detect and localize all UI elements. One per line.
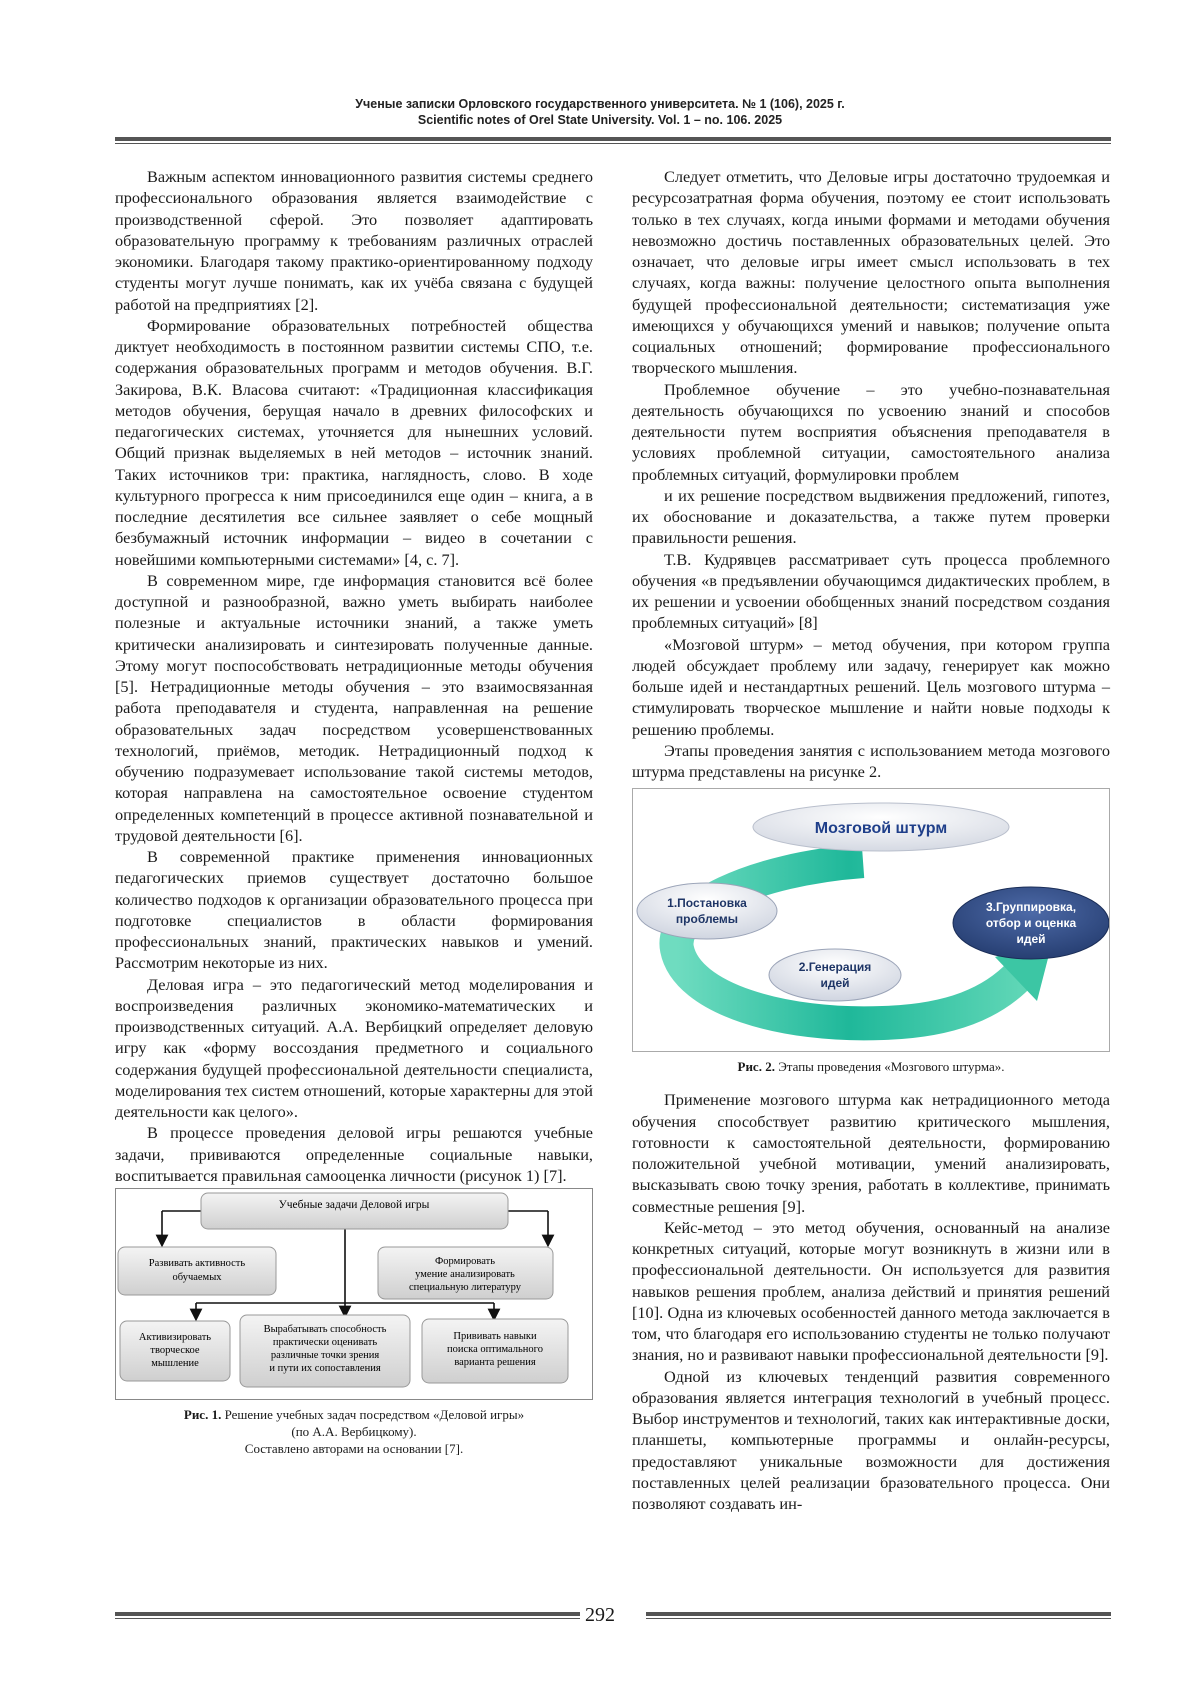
figure-1-mid-left-box — [118, 1247, 276, 1295]
figure-2-diagram — [633, 789, 1109, 1051]
figure-1-mid-right-box — [378, 1247, 553, 1299]
figure-2-title-node — [753, 803, 1009, 851]
figure-1-bottom-center-box — [240, 1315, 410, 1387]
figure-2-stage-1 — [637, 883, 777, 939]
paragraph: В современной практике применения инновационных педагогических приемов существует достаточно большое количество подходов к организации образовательного процесса при подготовке специалистов в области формирования профессиональных знаний, практических навыков и умений. Рассмотрим некоторые из них. — [115, 847, 593, 973]
figure-2-stage-2-line: 2.Генерация — [798, 960, 872, 975]
figure-2-stage-1-line: проблемы — [675, 912, 739, 927]
figure-2-stage-3-line: отбор и оценка — [985, 916, 1077, 931]
paragraph: В современном мире, где информация становится всё более доступной и разнообразной, важно уметь выбирать наиболее полезные и актуальные источники знаний, а также уметь критически анализировать и синтезировать полученные данные. Этому могут поспособствовать нетрадиционные методы обучения [5]. Нетрадиционные методы обучения – это взаимосвязанная работа преподавателя и студента, направленная на решение образовательных задач посредством усовершенствованных технологий, приёмов, методик. Нетрадиционный подход к обучению подразумевает использование такой системы методов, которая направлена на самостоятельное освоение студентом определенных компетенций в процессе активной познавательной и трудовой деятельности [6]. — [115, 570, 593, 845]
paragraph: Одной из ключевых тенденций развития современного образования является интеграция технологий в учебный процесс. Выбор инструментов и технологий, таких как интерактивные доски, планшеты, компьютерные программы и онлайн-ресурсы, предоставляют уникальные возможности для достижения поставленных целей реализации бразовательного процесса. Они позволяют создавать ин- — [632, 1366, 1110, 1513]
paragraph: Важным аспектом инновационного развития системы среднего профессионального образования является взаимодействие с производственной сферой. Это позволяет адаптировать образовательную программу к требованиям различных отраслей экономики. Благодаря такому практико-ориентированному подходу студенты могут лучше понимать, как их учёба связана с будущей работой на предприятиях [2]. — [115, 167, 593, 314]
paragraph: Следует отметить, что Деловые игры достаточно трудоемкая и ресурсозатратная форма обучения, поэтому ее стоит использовать только в тех случаях, когда иными формами и методами обучения невозможно достичь поставленных образовательных целей. Это означает, что деловые игры имеет смысл использовать в тех случаях, когда важны: получение целостного опыта выполнения будущей профессиональной деятельности; систематизация уже имеющихся у обучающихся умений и навыков; получение опыта социальных отношений; формирование профессионального творческого мышления. — [632, 167, 1110, 378]
header-line-ru: Ученые записки Орловского государственного университета. № 1 (106), 2025 г. — [355, 97, 845, 111]
figure-1-bottom-right-line: Прививать навыки — [453, 1331, 537, 1342]
header-line-en: Scientific notes of Orel State University. Vol. 1 – no. 106. 2025 — [417, 113, 783, 127]
figure-2 — [632, 788, 1110, 1075]
figure-2-stage-1-line: 1.Постановка — [667, 896, 747, 911]
figure-1-caption — [115, 1406, 593, 1457]
figure-1-caption-text: Решение учебных задач посредством «Деловой игры» — [221, 1407, 525, 1422]
figure-1-caption-line: (по А.А. Вербицкому). — [291, 1424, 417, 1439]
paragraph: Проблемное обучение – это учебно-познавательная деятельность обучающихся по усвоению знаний и способов деятельности путем восприятия объяснения преподавателя в условиях проблемной ситуации, самостоятельного анализа проблемных ситуаций, формулировки проблем — [632, 379, 1110, 484]
figure-1-top-label: Учебные задачи Деловой игры — [278, 1199, 430, 1211]
figure-1-top-box — [201, 1193, 508, 1229]
figure-1-mid-left-line: обучаемых — [172, 1272, 222, 1283]
figure-2-stage-2 — [769, 949, 901, 1001]
paragraph: и их решение посредством выдвижения предложений, гипотез, их обоснование и доказательства, а также путем проверки правильности решения. — [632, 485, 1110, 548]
figure-1-bottom-right-line: поиска оптимального — [447, 1344, 543, 1355]
figure-1-bottom-center-line: различные точки зрения — [270, 1350, 380, 1361]
footer-rule-right-thin — [646, 1618, 1111, 1619]
figure-1-bottom-left-box — [120, 1321, 230, 1381]
running-header — [0, 96, 1200, 128]
paragraph: Этапы проведения занятия с использованием метода мозгового штурма представлены на рисунке 2. — [632, 740, 1110, 781]
figure-1-bottom-left-line: творческое — [150, 1345, 200, 1356]
figure-1-bottom-center-line: и пути их сопоставления — [269, 1363, 381, 1374]
header-rule-thin — [115, 143, 1111, 144]
footer-rule-right-thick — [646, 1612, 1111, 1616]
paragraph: Т.В. Кудрявцев рассматривает суть процесса проблемного обучения «в предъявлении обучающимся дидактических проблем, в их решении и усвоении обобщенных знаний посредством создания проблемных ситуаций» [8] — [632, 549, 1110, 633]
figure-1-bottom-right-line: варианта решения — [454, 1357, 536, 1368]
figure-2-caption-text: Этапы проведения «Мозгового штурма». — [774, 1059, 1005, 1075]
paragraph: Применение мозгового штурма как нетрадиционного метода обучения способствует развитию критического мышления, готовности к самостоятельной деятельности, формированию положительной учебной мотивации, умений анализировать, высказывать свою точку зрения, работать в коллективе, принимать совместные решения [9]. — [632, 1090, 1110, 1216]
figure-1-mid-right-line: Формировать — [435, 1256, 495, 1267]
figure-1-caption-line: Составлено авторами на основании [7]. — [244, 1441, 464, 1456]
paragraph: В процессе проведения деловой игры решаются учебные задачи, прививаются определенные социальные навыки, воспитывается правильная самооценка личности (рисунок 1) [7]. — [115, 1123, 593, 1185]
paragraph: Формирование образовательных потребностей общества диктует необходимость в постоянном развитии системы СПО, т.е. содержания образовательных программ и методов обучения. В.Г. Закирова, В.К. Власова считают: «Традиционная классификация методов обучения, берущая начало в древних философских и педагогических системах, уточняется для нынешних условий. Общий признак выделяемых в ней методов – источник знаний. Таких источников три: практика, наглядность, слово. В ходе культурного прогресса к ним присоединился еще один – книга, а в последние десятилетия все сильнее заявляет о себе мощный безбумажный источник информации – видео в сочетании с новейшими компьютерными системами» [4, с. 7]. — [115, 315, 593, 569]
right-column — [632, 166, 1110, 1514]
figure-1-mid-right-line: специальную литературу — [408, 1282, 522, 1293]
figure-1-bottom-left-line: мышление — [151, 1358, 199, 1369]
figure-1-bottom-center-line: практически оценивать — [272, 1337, 378, 1348]
left-column — [115, 166, 593, 1457]
figure-1 — [115, 1188, 593, 1457]
figure-2-stage-2-line: идей — [820, 976, 850, 991]
figure-2-stage-3-line: 3.Группировка, — [985, 900, 1077, 915]
figure-2-stage-3-line: идей — [1016, 932, 1046, 947]
paragraph: Деловая игра – это педагогический метод моделирования и воспроизведения различных экономико-математических и производственных ситуаций. А.А. Вербицкий определяет деловую игру как «форму воссоздания предметного и социального содержания будущей профессиональной деятельности специалиста, моделирования тех систем отношений, которые характерны для этой деятельности как целого». — [115, 974, 593, 1121]
figure-2-stage-3 — [953, 887, 1109, 959]
figure-1-diagram — [116, 1189, 592, 1399]
page-number: 292 — [585, 1604, 615, 1626]
figure-2-title: Мозговой штурм — [814, 820, 948, 838]
paragraph: Кейс-метод – это метод обучения, основанный на анализе конкретных ситуаций, которые могут возникнуть в жизни или в профессиональной деятельности. Он используется для развития навыков решения проблем, анализа действий и принятия решений [10]. Одна из ключевых особенностей данного метода заключается в том, что благодаря его использованию студенты не только получают знания, но и развивают навыки профессиональной деятельности [9]. — [632, 1217, 1110, 1365]
figure-1-frame — [115, 1188, 593, 1400]
figure-1-caption-label: Рис. 1. — [183, 1407, 222, 1422]
header-rule-thick — [115, 137, 1111, 141]
figure-1-bottom-right-box — [422, 1319, 568, 1383]
figure-2-frame — [632, 788, 1110, 1052]
figure-2-caption-label: Рис. 2. — [737, 1059, 775, 1075]
figure-1-bottom-left-line: Активизировать — [138, 1332, 212, 1343]
figure-1-mid-right-line: умение анализировать — [415, 1269, 515, 1280]
figure-2-caption — [632, 1058, 1110, 1075]
paragraph: «Мозговой штурм» – метод обучения, при котором группа людей обсуждает проблему или задачу, генерирует как можно больше идей и нестандартных решений. Цель мозгового штурма – стимулировать творческое мышление и найти новые подходы к решению проблемы. — [632, 634, 1110, 739]
figure-1-mid-left-line: Развивать активность — [148, 1258, 246, 1269]
figure-1-bottom-center-line: Вырабатывать способность — [263, 1324, 387, 1335]
